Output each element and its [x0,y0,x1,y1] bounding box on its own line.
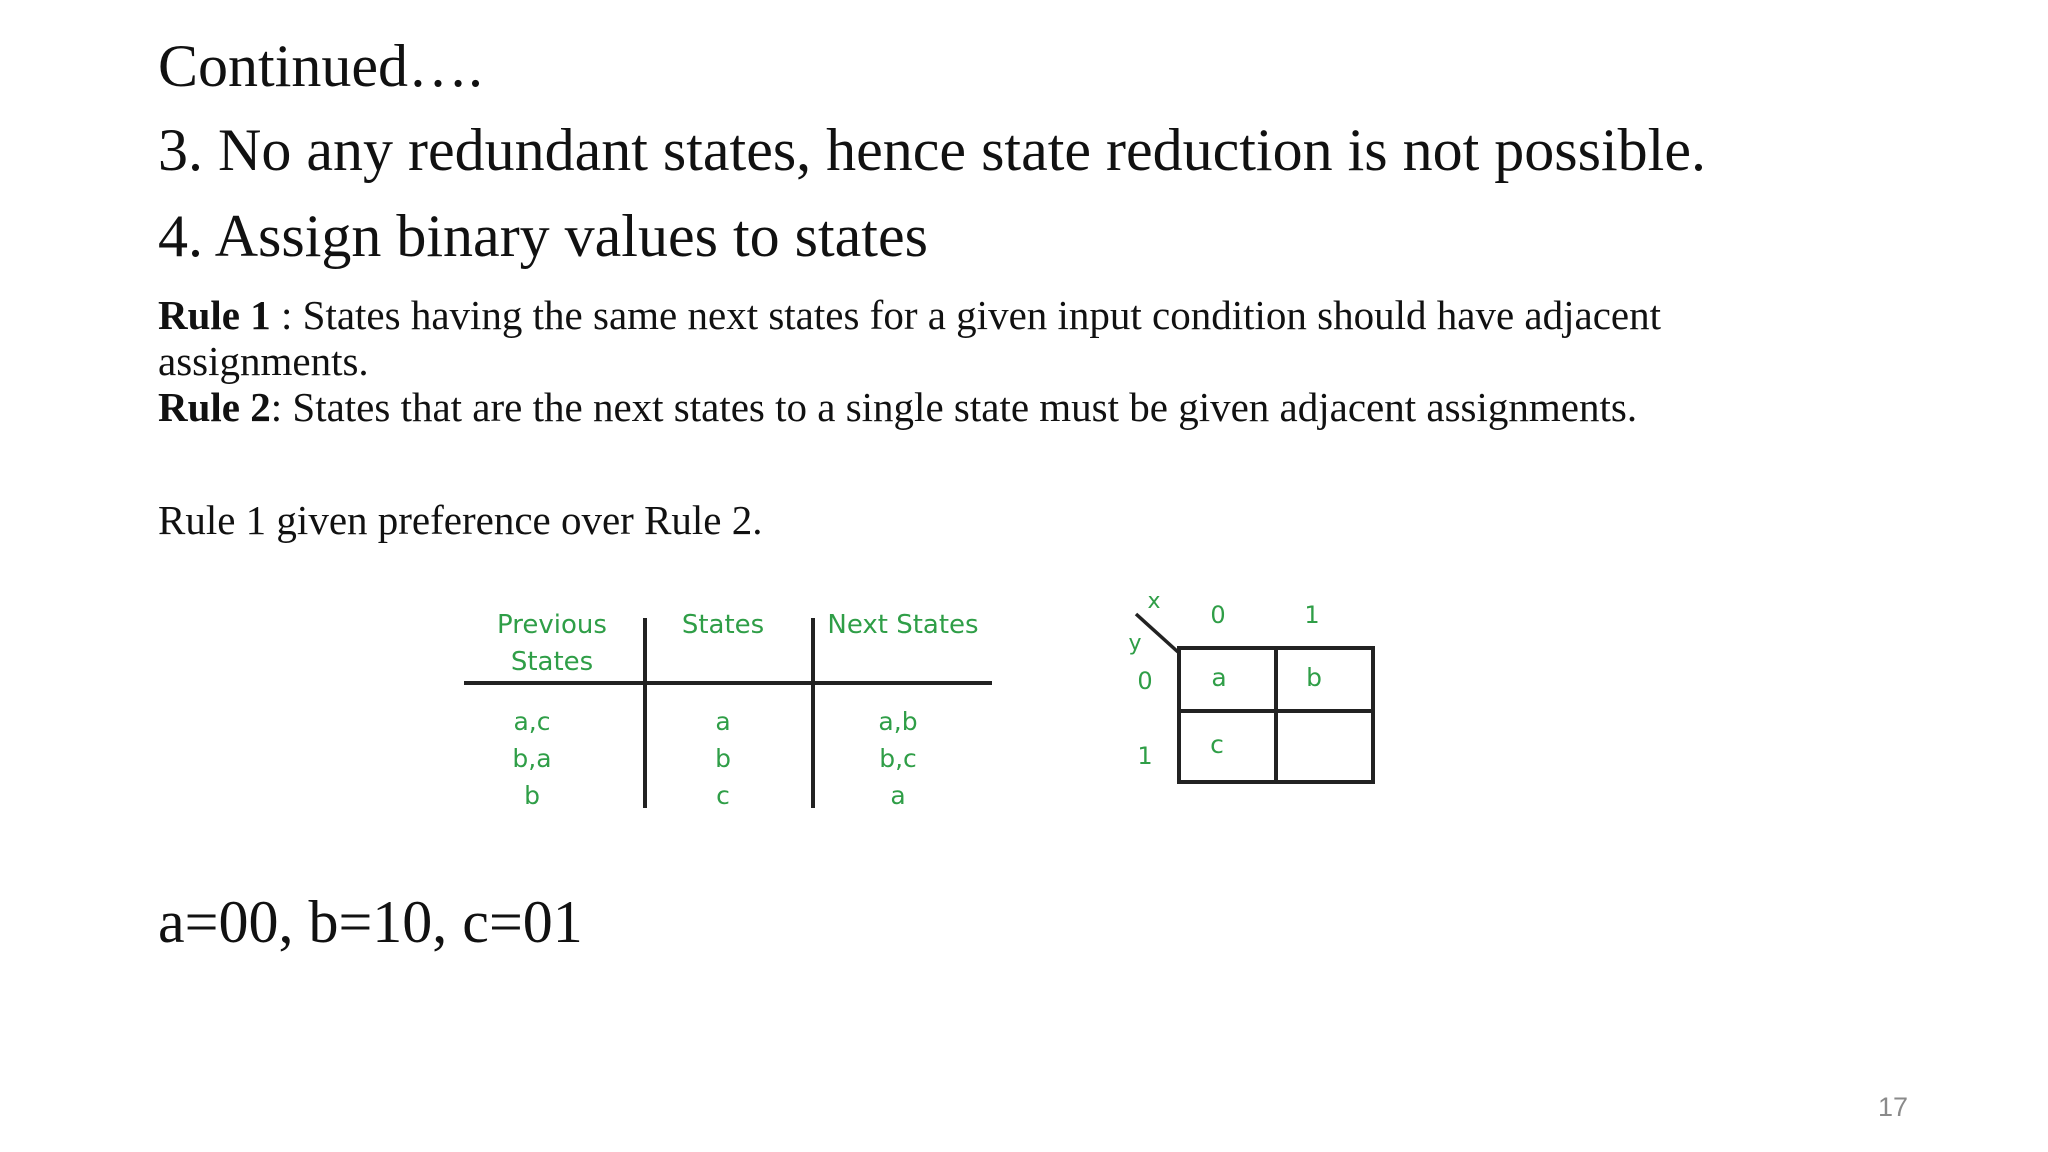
row-2-state: b [715,744,731,773]
header-states: States [681,610,765,640]
header-next-states: Next States [827,610,979,640]
page-number: 17 [1878,1092,1909,1122]
rule-1-text: : States having the same next states for a given input condition should have adjacent assignments. [158,292,1661,384]
kmap-figure [1100,584,1400,804]
header-previous-line2: States [510,647,594,677]
state-assignment: a=00, b=10, c=01 [158,889,583,955]
rule-1-label: Rule 1 [158,292,271,338]
row-1-state: a [715,707,731,736]
kmap-col-label-1: 1 [1304,601,1320,629]
header-previous-line1: Previous [497,610,607,640]
kmap-row-var: y [1128,631,1142,656]
kmap-row-label-0: 0 [1137,667,1153,695]
rule-preference: Rule 1 given preference over Rule 2. [158,497,763,543]
rules-block [158,292,1758,430]
kmap-cell-00: a [1211,663,1227,692]
rule-2-text: : States that are the next states to a single state must be given adjacent assignments. [270,384,1638,430]
kmap-corner-diagonal [1136,614,1178,652]
kmap-cell-01: b [1306,663,1322,692]
point-4: 4. Assign binary values to states [158,203,928,269]
row-3-previous: b [524,781,540,810]
state-table-figure [460,596,1010,826]
row-3-next: a [890,781,906,810]
kmap-row-label-1: 1 [1137,742,1153,770]
slide-title: Continued…. [158,33,483,99]
row-1-next: a,b [878,707,918,736]
point-3: 3. No any redundant states, hence state reduction is not possible. [158,117,1706,183]
row-2-previous: b,a [512,744,552,773]
kmap-col-label-0: 0 [1210,601,1226,629]
row-2-next: b,c [879,744,917,773]
kmap-col-var: x [1147,589,1161,614]
rule-1 [158,292,1758,384]
rule-2-label: Rule 2 [158,384,271,430]
rule-2 [158,384,1758,430]
row-1-previous: a,c [513,707,551,736]
kmap-cell-10: c [1210,730,1224,759]
row-3-state: c [716,781,730,810]
